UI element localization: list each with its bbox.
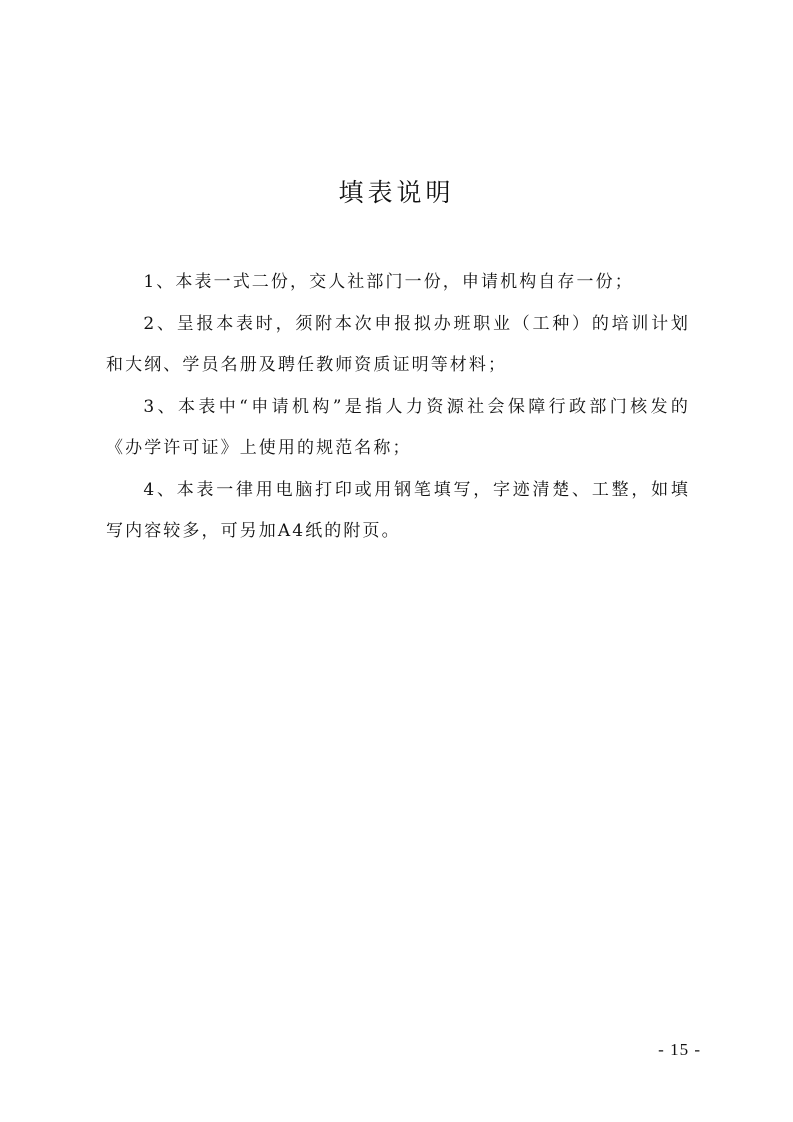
- page-title: 填表说明: [338, 178, 455, 207]
- instruction-paragraph-1: 1、本表一式二份，交人社部门一份，申请机构自存一份；: [143, 272, 634, 292]
- instruction-paragraph-3: 3、本表中“申请机构”是指人力资源社会保障行政部门核发的《办学许可证》上使用的规范名称；: [106, 396, 690, 458]
- page-number: - 15 -: [658, 1040, 701, 1059]
- instruction-paragraph-4: 4、本表一律用电脑打印或用钢笔填写，字迹清楚、工整，如填写内容较多，可另加A4纸的附页。: [106, 479, 690, 541]
- instruction-paragraph-2: 2、呈报本表时，须附本次申报拟办班职业（工种）的培训计划和大纲、学员名册及聘任教师资质证明等材料；: [106, 313, 690, 375]
- instructions-body: [106, 262, 690, 553]
